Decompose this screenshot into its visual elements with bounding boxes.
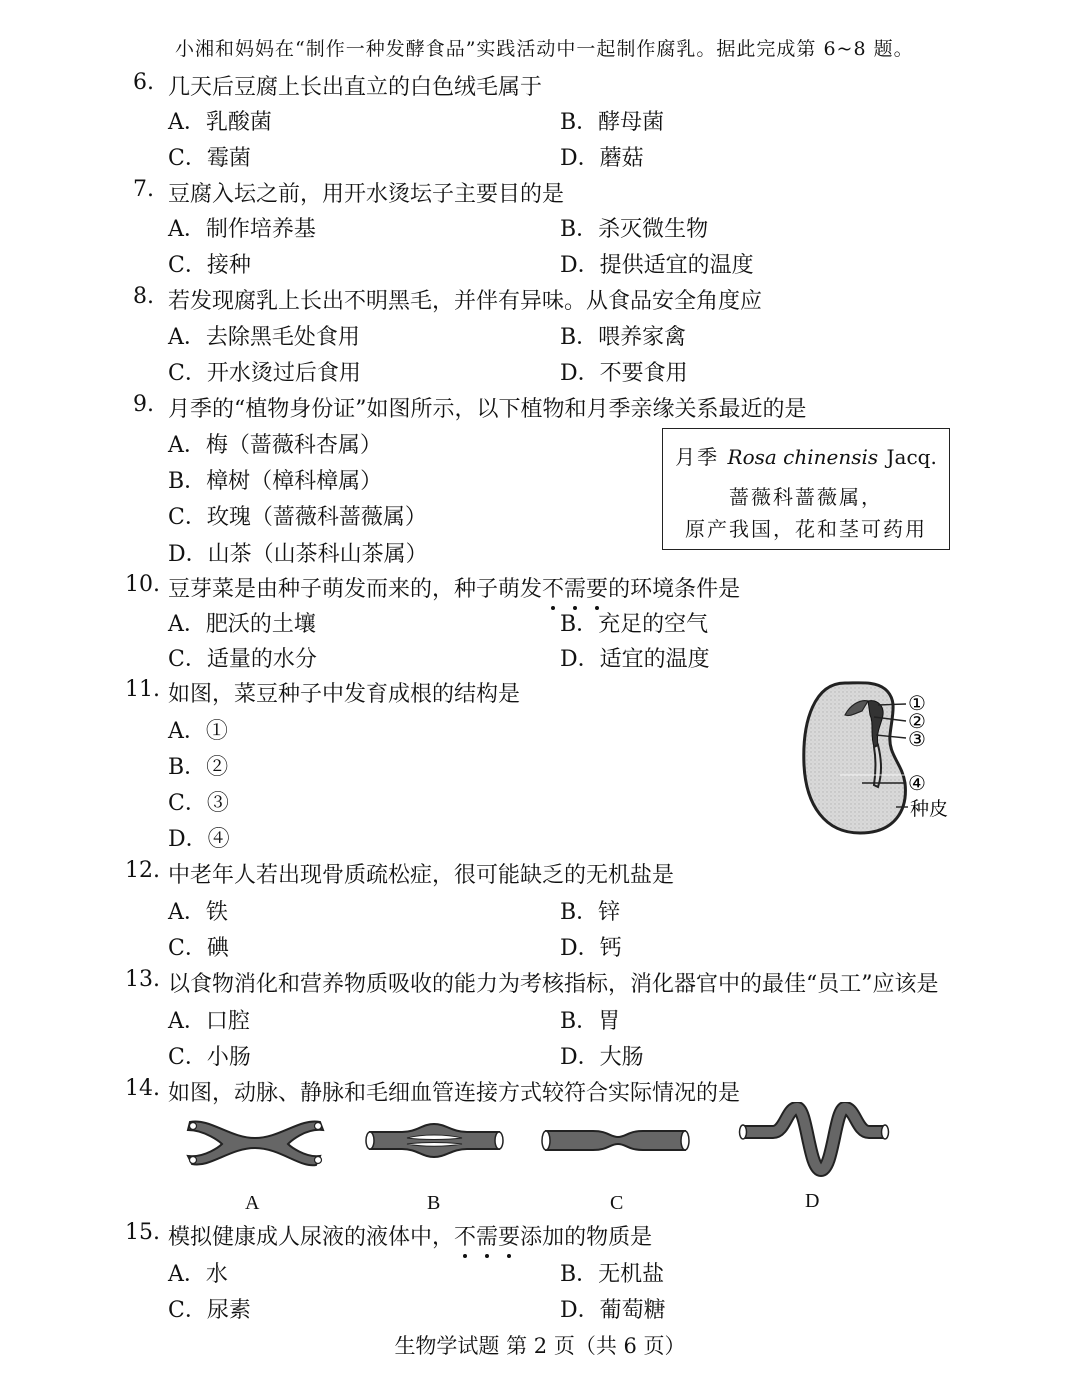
q7-option-b: B．杀灭微生物 bbox=[560, 217, 709, 242]
q9-option-a: A．梅（蔷薇科杏属） bbox=[168, 433, 382, 458]
q10-option-a: A．肥沃的土壤 bbox=[168, 612, 316, 637]
question-9-stem: 月季的“植物身份证”如图所示，以下植物和月季亲缘关系最近的是 bbox=[168, 397, 807, 422]
q6-option-a: A．乳酸菌 bbox=[168, 110, 272, 135]
q12-option-a: A．铁 bbox=[168, 900, 228, 925]
q11-option-a: A．① bbox=[168, 719, 228, 744]
id-card-chinese-name: 月季 bbox=[675, 445, 720, 469]
question-9-number: 9. bbox=[133, 392, 154, 417]
q10-emphasis-char: 需 bbox=[564, 572, 586, 603]
question-6-stem: 几天后豆腐上长出直立的白色绒毛属于 bbox=[168, 75, 543, 100]
q12-option-b: B．锌 bbox=[560, 900, 621, 925]
bean-seed-figure bbox=[790, 675, 970, 845]
q10-option-c: C．适量的水分 bbox=[168, 647, 317, 672]
q10-option-d: D．适宜的温度 bbox=[560, 647, 710, 672]
vessel-figure-b bbox=[362, 1118, 507, 1163]
q13-option-d: D．大肠 bbox=[560, 1045, 644, 1070]
seed-label-2: ② bbox=[908, 709, 926, 733]
vessel-figure-a bbox=[180, 1110, 330, 1175]
question-14-number: 14. bbox=[125, 1076, 160, 1101]
q15-option-a: A．水 bbox=[168, 1262, 228, 1287]
question-15-number: 15. bbox=[125, 1220, 160, 1245]
vessel-figure-d bbox=[735, 1102, 895, 1177]
vessel-label-a: A bbox=[245, 1192, 260, 1214]
question-6-number: 6. bbox=[133, 70, 154, 95]
vessel-label-b: B bbox=[427, 1192, 441, 1214]
vessel-figure-c bbox=[538, 1118, 693, 1163]
question-10-number: 10. bbox=[125, 572, 160, 597]
section-intro: 小湘和妈妈在“制作一种发酵食品”实践活动中一起制作腐乳。据此完成第 6~8 题。 bbox=[175, 38, 914, 60]
id-card-line-1 bbox=[663, 441, 949, 470]
q9-option-d: D．山茶（山茶科山茶属） bbox=[168, 542, 428, 567]
q10-stem-part-1: 豆芽菜是由种子萌发而来的，种子萌发 bbox=[168, 577, 543, 602]
question-12-stem: 中老年人若出现骨质疏松症，很可能缺乏的无机盐是 bbox=[168, 863, 675, 888]
page-footer: 生物学试题 第 2 页（共 6 页） bbox=[394, 1334, 686, 1358]
q15-option-b: B．无机盐 bbox=[560, 1262, 665, 1287]
q13-option-a: A．口腔 bbox=[168, 1009, 250, 1034]
seed-label-seed-coat: 种皮 bbox=[910, 798, 949, 820]
q10-option-b: B．充足的空气 bbox=[560, 612, 709, 637]
q15-stem-part-1: 模拟健康成人尿液的液体中， bbox=[168, 1225, 455, 1250]
q10-emphasis-char: 要 bbox=[586, 572, 608, 603]
question-14-stem: 如图，动脉、静脉和毛细血管连接方式较符合实际情况的是 bbox=[168, 1081, 741, 1106]
q15-emphasis-char: 不 bbox=[454, 1220, 476, 1251]
q12-option-c: C．碘 bbox=[168, 936, 229, 961]
id-card-line-3: 原产我国，花和茎可药用 bbox=[685, 517, 927, 541]
id-card-line-2: 蔷薇科蔷薇属， bbox=[729, 485, 883, 509]
q12-option-d: D．钙 bbox=[560, 936, 622, 961]
question-7-stem: 豆腐入坛之前，用开水烫坛子主要目的是 bbox=[168, 182, 565, 207]
q11-option-b: B．② bbox=[168, 755, 229, 780]
q7-option-d: D．提供适宜的温度 bbox=[560, 253, 754, 278]
q10-stem-part-2: 的环境条件是 bbox=[608, 577, 741, 602]
seed-label-4: ④ bbox=[908, 771, 926, 795]
question-8-stem: 若发现腐乳上长出不明黑毛，并伴有异味。从食品安全角度应 bbox=[168, 289, 763, 314]
q10-emphasis-char: 不 bbox=[542, 572, 564, 603]
q15-option-c: C．尿素 bbox=[168, 1298, 251, 1323]
question-11-stem: 如图，菜豆种子中发育成根的结构是 bbox=[168, 682, 521, 707]
question-11-number: 11. bbox=[125, 677, 160, 702]
q7-option-a: A．制作培养基 bbox=[168, 217, 316, 242]
q15-option-d: D．葡萄糖 bbox=[560, 1298, 666, 1323]
id-card-author: Jacq. bbox=[886, 445, 937, 469]
q8-option-b: B．喂养家禽 bbox=[560, 325, 687, 350]
question-8-number: 8. bbox=[133, 284, 154, 309]
question-7-number: 7. bbox=[133, 177, 154, 202]
q15-stem-part-2: 添加的物质是 bbox=[520, 1225, 653, 1250]
q6-option-d: D．蘑菇 bbox=[560, 146, 644, 171]
q15-emphasis-char: 需 bbox=[476, 1220, 498, 1251]
radicle-shape bbox=[874, 745, 881, 787]
question-10-stem bbox=[168, 572, 740, 603]
q11-option-c: C．③ bbox=[168, 791, 229, 816]
seed-label-3: ③ bbox=[908, 727, 926, 751]
q13-option-c: C．小肠 bbox=[168, 1045, 251, 1070]
q7-option-c: C．接种 bbox=[168, 253, 251, 278]
q11-option-d: D．④ bbox=[168, 827, 230, 852]
q6-option-b: B．酵母菌 bbox=[560, 110, 665, 135]
q8-option-d: D．不要食用 bbox=[560, 361, 688, 386]
q8-option-c: C．开水烫过后食用 bbox=[168, 361, 361, 386]
q15-emphasis-char: 要 bbox=[498, 1220, 520, 1251]
question-13-number: 13. bbox=[125, 967, 160, 992]
question-12-number: 12. bbox=[125, 858, 160, 883]
q13-option-b: B．胃 bbox=[560, 1009, 621, 1034]
question-15-stem bbox=[168, 1220, 652, 1251]
vessel-label-d: D bbox=[805, 1190, 820, 1212]
q6-option-c: C．霉菌 bbox=[168, 146, 251, 171]
plant-id-card bbox=[662, 428, 950, 550]
seed-label-1: ① bbox=[908, 691, 926, 715]
id-card-latin-name: Rosa chinensis bbox=[727, 445, 879, 469]
q8-option-a: A．去除黑毛处食用 bbox=[168, 325, 360, 350]
question-13-stem: 以食物消化和营养物质吸收的能力为考核指标，消化器官中的最佳“员工”应该是 bbox=[168, 972, 939, 997]
vessel-label-c: C bbox=[610, 1192, 624, 1214]
q9-option-b: B．樟树（樟科樟属） bbox=[168, 469, 383, 494]
q9-option-c: C．玫瑰（蔷薇科蔷薇属） bbox=[168, 505, 427, 530]
